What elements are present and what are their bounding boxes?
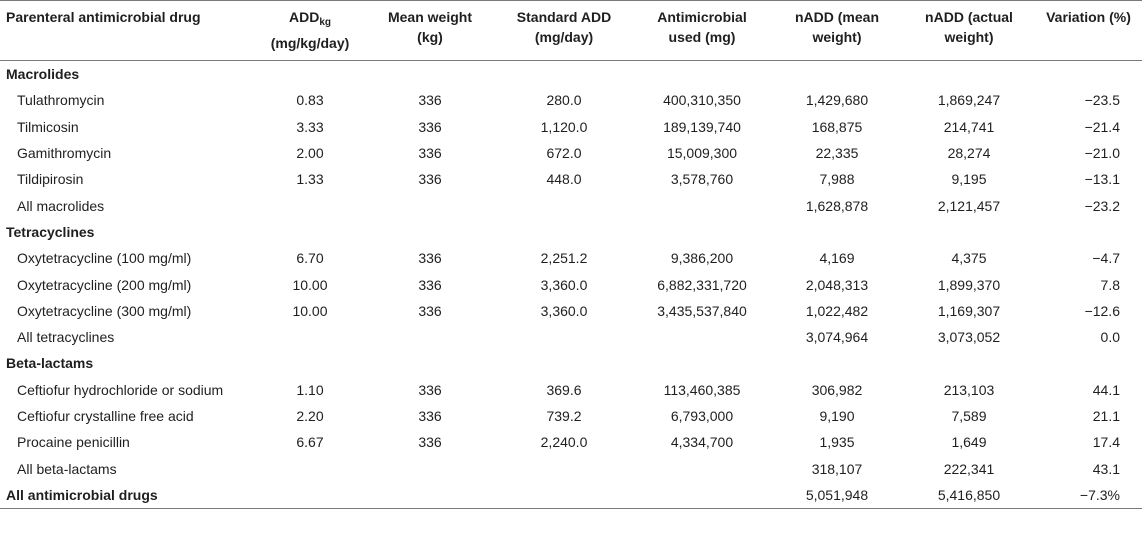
standard-add-cell: 369.6 (546, 381, 582, 398)
nadd-mean-cell: 1,935 (819, 434, 855, 451)
nadd-actual-cell (903, 350, 1035, 376)
add-kg-cell (255, 455, 365, 481)
nadd-actual-cell: 28,274 (947, 145, 991, 162)
table-row (0, 140, 1142, 166)
standard-add-cell: 1,120.0 (540, 118, 588, 135)
add-kg-cell: 1.33 (296, 171, 324, 188)
table-row (0, 166, 1142, 192)
mean-weight-cell: 336 (418, 434, 442, 451)
add-kg-cell (255, 192, 365, 218)
nadd-actual-cell: 213,103 (943, 381, 995, 398)
variation-cell: −13.1 (1084, 171, 1120, 188)
antimicrobial-used-cell (633, 61, 771, 88)
antimicrobial-used-cell (633, 219, 771, 245)
add-kg-cell: 6.67 (296, 434, 324, 451)
standard-add-cell: 2,240.0 (540, 434, 588, 451)
nadd-actual-cell: 9,195 (951, 171, 987, 188)
variation-cell: −12.6 (1084, 302, 1120, 319)
table-row (0, 245, 1142, 271)
nadd-mean-cell (771, 219, 903, 245)
antimicrobial-used-cell: 15,009,300 (666, 145, 738, 162)
standard-add-cell (495, 192, 633, 218)
mean-weight-cell: 336 (418, 381, 442, 398)
mean-weight-cell (365, 455, 495, 481)
antimicrobial-used-cell (633, 455, 771, 481)
variation-cell: 7.8 (1100, 276, 1120, 293)
antimicrobial-used-cell: 6,793,000 (670, 408, 734, 424)
variation-cell: −21.0 (1084, 145, 1120, 162)
table-row (0, 455, 1142, 481)
antimicrobial-used-cell: 4,334,700 (670, 434, 734, 451)
drug-name-cell: Ceftiofur hydrochloride or sodium (17, 381, 224, 398)
variation-cell: −7.3% (1079, 486, 1120, 503)
mean-weight-cell: 336 (418, 276, 442, 293)
standard-add-cell (495, 482, 633, 509)
standard-add-cell: 280.0 (546, 92, 582, 109)
header-mean-weight: Mean weight (kg) (387, 9, 472, 45)
header-standard-add: Standard ADD (mg/day) (516, 9, 612, 45)
standard-add-cell: 739.2 (546, 408, 582, 424)
antimicrobial-used-cell: 3,435,537,840 (657, 302, 747, 319)
table-row (0, 298, 1142, 324)
nadd-actual-cell: 7,589 (951, 408, 987, 424)
mean-weight-cell (365, 61, 495, 88)
nadd-mean-cell: 2,048,313 (805, 276, 869, 293)
drug-name-cell: All antimicrobial drugs (6, 486, 158, 503)
add-kg-cell (255, 219, 365, 245)
standard-add-cell: 448.0 (546, 171, 582, 188)
variation-cell: −23.5 (1084, 92, 1120, 109)
table-body (0, 61, 1142, 509)
add-kg-cell: 6.70 (296, 250, 324, 267)
table-row (0, 429, 1142, 455)
table-row (0, 114, 1142, 140)
standard-add-cell: 3,360.0 (540, 302, 588, 319)
variation-cell (1035, 61, 1142, 88)
drug-name-cell: Gamithromycin (17, 145, 112, 162)
standard-add-cell (495, 324, 633, 350)
variation-cell: 21.1 (1092, 408, 1120, 424)
header-variation: Variation (%) (1046, 9, 1131, 25)
drug-name-cell: All tetracyclines (17, 329, 115, 346)
nadd-actual-cell (903, 219, 1035, 245)
nadd-actual-cell: 1,649 (951, 434, 987, 451)
nadd-mean-cell (771, 350, 903, 376)
mean-weight-cell (365, 482, 495, 509)
drug-name-cell: All beta-lactams (17, 460, 117, 477)
drug-name-cell: Tildipirosin (17, 171, 84, 188)
antimicrobial-used-cell (633, 482, 771, 509)
standard-add-cell (495, 219, 633, 245)
add-kg-cell: 2.20 (296, 408, 324, 424)
antimicrobial-used-cell: 6,882,331,720 (657, 276, 747, 293)
header-antimicrobial-used: Antimicrobial used (mg) (657, 9, 747, 45)
table-row (0, 377, 1142, 403)
header-add-kg: $ADD_{kg}$ (mg/kg/day) (270, 9, 350, 51)
mean-weight-cell: 336 (418, 145, 442, 162)
add-kg-cell: 10.00 (292, 302, 328, 319)
add-kg-cell: 0.83 (296, 92, 324, 109)
nadd-mean-cell: 1,429,680 (805, 92, 869, 109)
add-kg-cell: 3.33 (296, 118, 324, 135)
antimicrobial-used-cell (633, 192, 771, 218)
section-row (0, 219, 1142, 245)
mean-weight-cell: 336 (418, 250, 442, 267)
nadd-mean-cell (771, 61, 903, 88)
variation-cell: 44.1 (1092, 381, 1120, 398)
variation-cell: −23.2 (1084, 197, 1120, 214)
variation-cell (1035, 219, 1142, 245)
standard-add-cell (495, 455, 633, 481)
drug-name-cell: Ceftiofur crystalline free acid (17, 408, 194, 424)
drug-name-cell: Tulathromycin (17, 92, 105, 109)
nadd-actual-cell: 222,341 (943, 460, 995, 477)
section-row (0, 350, 1142, 376)
variation-cell: −21.4 (1084, 118, 1120, 135)
drug-name-cell: Tilmicosin (17, 118, 79, 135)
variation-cell: 17.4 (1092, 434, 1120, 451)
nadd-mean-cell: 168,875 (811, 118, 863, 135)
total-row (0, 482, 1142, 509)
antimicrobial-used-cell: 113,460,385 (663, 381, 741, 398)
drug-name-cell: Oxytetracycline (300 mg/ml) (17, 302, 192, 319)
nadd-mean-cell: 318,107 (811, 460, 863, 477)
mean-weight-cell: 336 (418, 302, 442, 319)
table-row (0, 192, 1142, 218)
mean-weight-cell (365, 219, 495, 245)
header-nadd-actual: nADD (actual weight) (925, 9, 1013, 45)
nadd-actual-cell: 1,899,370 (937, 276, 1001, 293)
section-label: Macrolides (6, 66, 80, 83)
antimicrobial-used-cell: 189,139,740 (663, 118, 741, 135)
add-kg-cell: 1.10 (296, 381, 324, 398)
header-drug: Parenteral antimicrobial drug (6, 9, 201, 25)
nadd-actual-cell: 3,073,052 (937, 329, 1001, 346)
nadd-mean-cell: 5,051,948 (805, 486, 869, 503)
mean-weight-cell (365, 350, 495, 376)
mean-weight-cell (365, 192, 495, 218)
mean-weight-cell: 336 (418, 408, 442, 424)
antimicrobial-used-cell: 3,578,760 (670, 171, 734, 188)
drug-name-cell: Procaine penicillin (17, 434, 130, 451)
table-row (0, 271, 1142, 297)
add-kg-cell (255, 324, 365, 350)
antimicrobial-used-cell: 9,386,200 (670, 250, 734, 267)
nadd-mean-cell: 9,190 (819, 408, 855, 424)
drug-name-cell: All macrolides (17, 197, 105, 214)
nadd-mean-cell: 1,022,482 (805, 302, 869, 319)
nadd-actual-cell (903, 61, 1035, 88)
table-row (0, 403, 1142, 429)
add-kg-cell (255, 61, 365, 88)
antimicrobial-used-cell (633, 324, 771, 350)
antimicrobial-used-cell: 400,310,350 (663, 92, 741, 109)
table-row (0, 324, 1142, 350)
nadd-mean-cell: 306,982 (811, 381, 863, 398)
mean-weight-cell: 336 (418, 171, 442, 188)
section-label: Tetracyclines (6, 223, 95, 240)
mean-weight-cell (365, 324, 495, 350)
standard-add-cell (495, 350, 633, 376)
variation-cell: 43.1 (1092, 460, 1120, 477)
nadd-actual-cell: 1,169,307 (937, 302, 1001, 319)
mean-weight-cell: 336 (418, 92, 442, 109)
variation-cell: 0.0 (1100, 329, 1120, 346)
add-kg-cell: 2.00 (296, 145, 324, 162)
nadd-actual-cell: 214,741 (943, 118, 995, 135)
section-row (0, 61, 1142, 88)
standard-add-cell: 2,251.2 (540, 250, 588, 267)
mean-weight-cell: 336 (418, 118, 442, 135)
standard-add-cell: 3,360.0 (540, 276, 588, 293)
antimicrobial-used-cell (633, 350, 771, 376)
section-label: Beta-lactams (6, 355, 94, 372)
nadd-actual-cell: 1,869,247 (937, 92, 1001, 109)
standard-add-cell (495, 61, 633, 88)
table-header (0, 1, 1142, 61)
variation-cell (1035, 350, 1142, 376)
nadd-mean-cell: 1,628,878 (805, 197, 869, 214)
nadd-mean-cell: 22,335 (815, 145, 859, 162)
header-nadd-mean: nADD (mean weight) (794, 9, 879, 45)
nadd-actual-cell: 5,416,850 (937, 486, 1001, 503)
nadd-mean-cell: 3,074,964 (805, 329, 869, 346)
nadd-actual-cell: 4,375 (951, 250, 987, 267)
nadd-mean-cell: 7,988 (819, 171, 855, 188)
table-row (0, 87, 1142, 113)
standard-add-cell: 672.0 (546, 145, 582, 162)
variation-cell: −4.7 (1092, 250, 1120, 267)
nadd-actual-cell: 2,121,457 (937, 197, 1001, 214)
nadd-mean-cell: 4,169 (819, 250, 855, 267)
add-kg-cell: 10.00 (292, 276, 328, 293)
add-kg-cell (255, 482, 365, 509)
add-kg-cell (255, 350, 365, 376)
drug-name-cell: Oxytetracycline (100 mg/ml) (17, 250, 192, 267)
drug-name-cell: Oxytetracycline (200 mg/ml) (17, 276, 192, 293)
